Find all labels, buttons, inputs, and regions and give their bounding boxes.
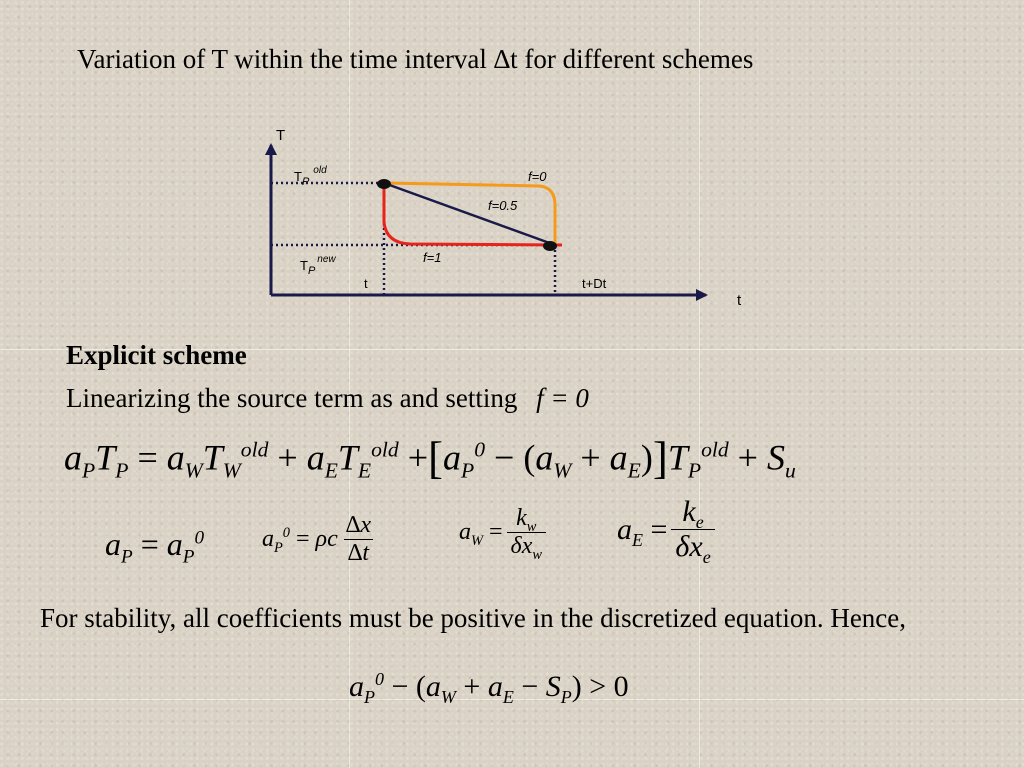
- ae-definition: $a_E$ = $\frac{k_e}{\delta x_e}$: [617, 495, 719, 564]
- aw-definition: $a_W$ = $\frac{k_w}{\delta x_w}$: [459, 505, 550, 560]
- start-point: [377, 179, 391, 189]
- t-label: t: [364, 276, 368, 291]
- stability-condition: $a_P^0 - (a_W + a_E - S_P) > 0$: [349, 669, 629, 707]
- explicit-scheme-heading: Explicit scheme: [66, 340, 247, 370]
- tdt-label: t+Dt: [582, 276, 607, 291]
- explicit-discretized-equation: $a_PT_P = a_WT_W^{old} + a_ET_E^{old} +[a_P^0 - (a_W + a_E)]T_P^{old} + S_u$: [64, 433, 796, 483]
- tp-new-label: $T_P^{new}$: [300, 254, 336, 277]
- slide-title: Variation of T within the time interval ∆t for different schemes: [77, 44, 754, 74]
- f1-label: f=1: [423, 250, 442, 265]
- f05-line: [384, 183, 555, 245]
- x-axis-label: t: [737, 292, 742, 309]
- stability-text: For stability, all coefficients must be positive in the discretized equation. Hence,: [40, 603, 907, 633]
- linearizing-sentence: Linearizing the source term as and setting: [66, 383, 518, 413]
- end-point: [543, 241, 557, 251]
- f05-label: f=0.5: [488, 198, 518, 213]
- linearizing-text: [66, 383, 589, 414]
- f0-label: f=0: [528, 169, 547, 184]
- tp-old-label: $T_P^{old}$: [294, 165, 327, 188]
- temperature-time-diagram: [0, 0, 1024, 340]
- ap-definition: $a_P = a_P^0$: [105, 526, 205, 568]
- ap0-definition: $a_P^0 = \rho c$ $\frac{\Delta x}{\Delta t}$: [262, 512, 372, 566]
- y-axis-label: T: [276, 127, 286, 144]
- f-zero-equation: f = 0: [536, 383, 589, 413]
